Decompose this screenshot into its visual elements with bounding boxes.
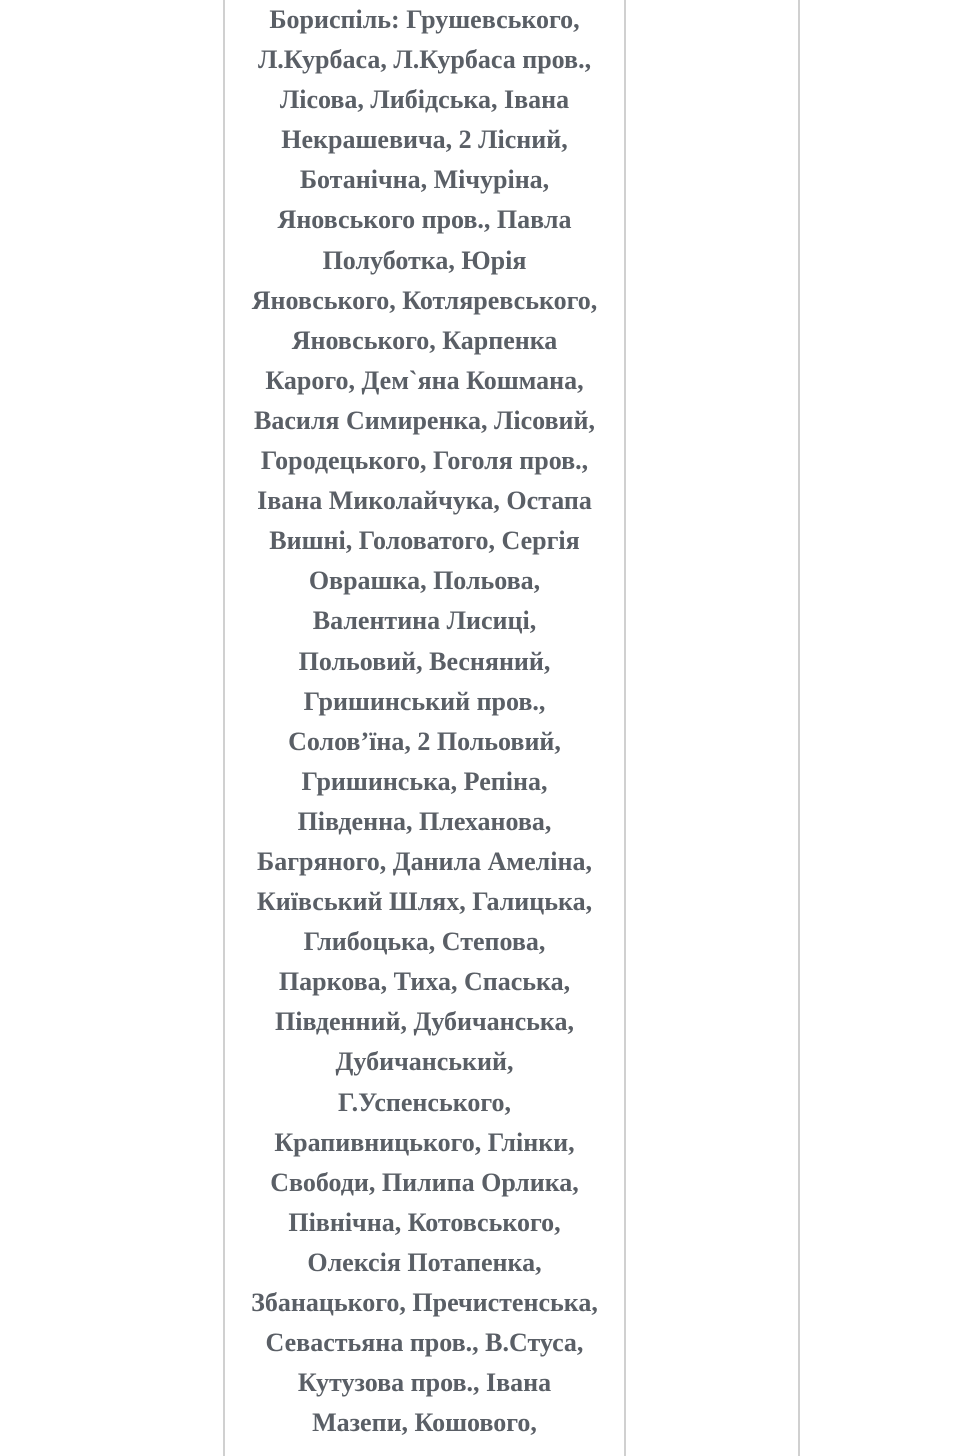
address-line: Г.Успенського, [337, 1087, 511, 1117]
address-line: Валентина Лисиці, [312, 606, 537, 636]
address-line: Полуботка, Юрія [322, 245, 527, 275]
address-list-cell [225, 0, 624, 1456]
address-line: Збанацького, Пречистенська, [251, 1288, 598, 1317]
address-line: Яновського пров., Павла [277, 205, 572, 235]
address-line: Василя Симиренка, Лісовий, [253, 405, 596, 435]
address-line: Свободи, Пилипа Орлика, [270, 1167, 579, 1197]
address-line: Мазепи, Кошового, [312, 1408, 537, 1438]
address-line: Лісова, Либідська, Івана [279, 85, 570, 115]
address-line: Південний, Дубичанська, [275, 1007, 574, 1037]
address-line: Городецького, Гоголя пров., [260, 446, 589, 476]
address-line: Бориспіль: Грушевського, [269, 5, 580, 34]
address-line: Вишні, Головатого, Сергія [269, 526, 580, 556]
address-line: Київський Шлях, Галицька, [256, 887, 593, 917]
address-line: Карого, Дем`яна Кошмана, [265, 365, 584, 395]
address-line: Солов’їна, 2 Польовий, [288, 726, 561, 756]
address-line: Дубичанський, [335, 1047, 514, 1077]
address-line: Івана Миколайчука, Остапа [257, 486, 592, 516]
address-line: Багряного, Данила Амеліна, [257, 846, 592, 876]
table-cell-empty-1 [626, 0, 798, 1456]
address-line: Яновського, Карпенка [291, 325, 558, 355]
address-line: Кутузова пров., Івана [297, 1368, 552, 1398]
address-line: Глибоцька, Степова, [303, 927, 546, 957]
address-line: Гришинська, Репіна, [301, 766, 548, 796]
address-list-text [225, 0, 624, 1443]
table-cell-empty-2 [800, 0, 972, 1456]
address-line: Л.Курбаса, Л.Курбаса пров., [257, 45, 592, 75]
address-line: Південна, Плеханова, [297, 806, 552, 836]
address-line: Паркова, Тиха, Спаська, [278, 967, 571, 997]
address-line: Олексія Потапенка, [307, 1247, 542, 1277]
address-line: Крапивницького, Глінки, [274, 1127, 575, 1157]
address-line: Польовий, Весняний, [298, 646, 551, 676]
address-line: Некрашевича, 2 Лісний, [281, 125, 568, 155]
address-line: Яновського, Котляревського, [251, 285, 598, 315]
address-line: Гришинський пров., [303, 686, 546, 716]
address-line: Севастьяна пров., В.Стуса, [265, 1328, 584, 1358]
address-line: Ботанічна, Мічуріна, [299, 165, 550, 195]
address-line: Північна, Котовського, [288, 1207, 561, 1237]
address-line: Оврашка, Польова, [308, 566, 541, 596]
